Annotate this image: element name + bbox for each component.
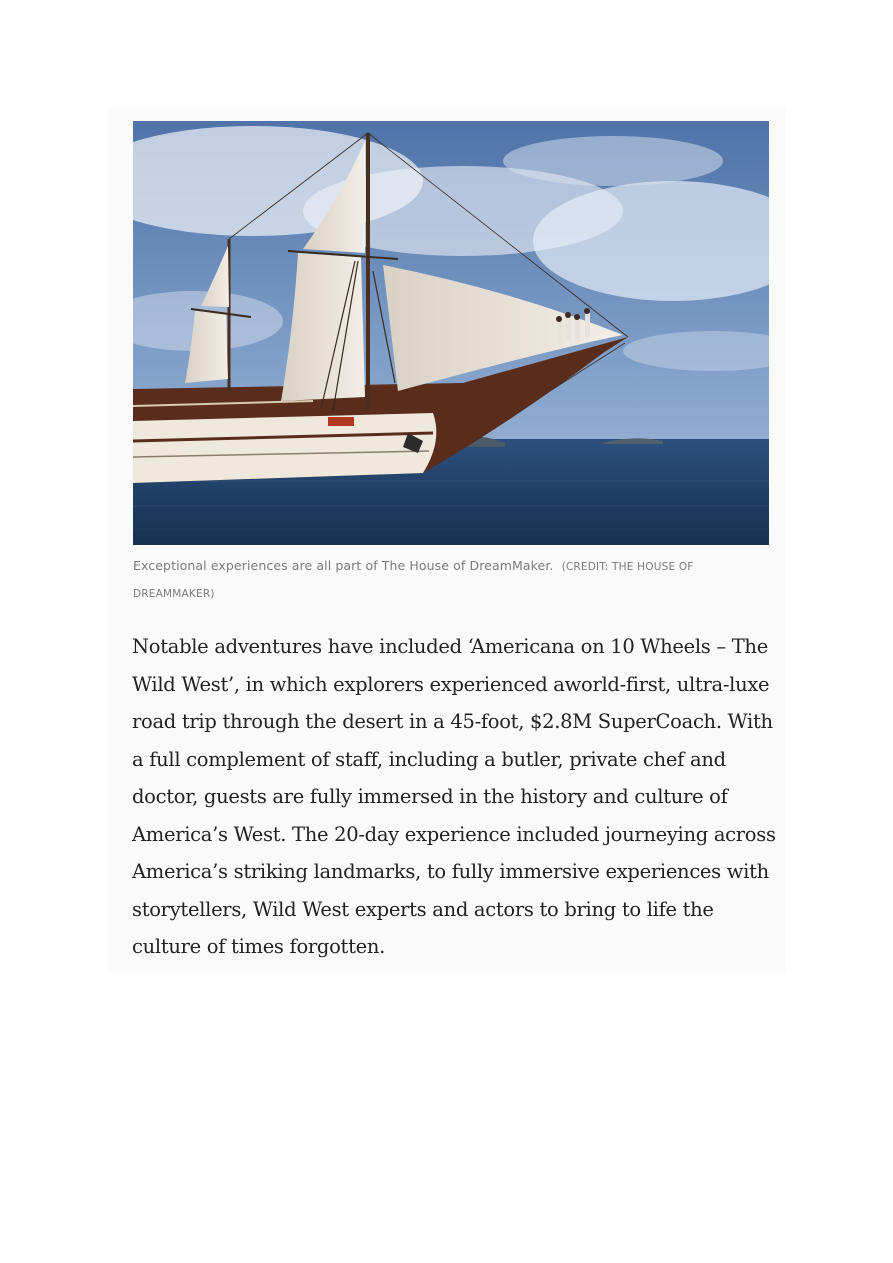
caption-credit: (CREDIT: THE HOUSE OF DREAMMAKER)	[133, 561, 694, 600]
ship-photo	[133, 121, 769, 545]
article-paragraph: Notable adventures have included ‘Americana on 10 Wheels – The Wild West’, in which explorers experienced aworld-first, ultra-luxe road trip through the desert in a 45-foot, $2.8M SuperCoach. With a full complement of staff, including a butler, private chef and doctor, guests are fully immersed in the history and culture of America’s West. The 20-day experience included journeying across America’s striking landmarks, to fully immersive experiences with storytellers, Wild West experts and actors to bring to life the culture of times forgotten.	[132, 635, 776, 958]
photo-caption	[133, 553, 769, 607]
caption-text: Exceptional experiences are all part of The House of DreamMaker.	[133, 558, 554, 573]
